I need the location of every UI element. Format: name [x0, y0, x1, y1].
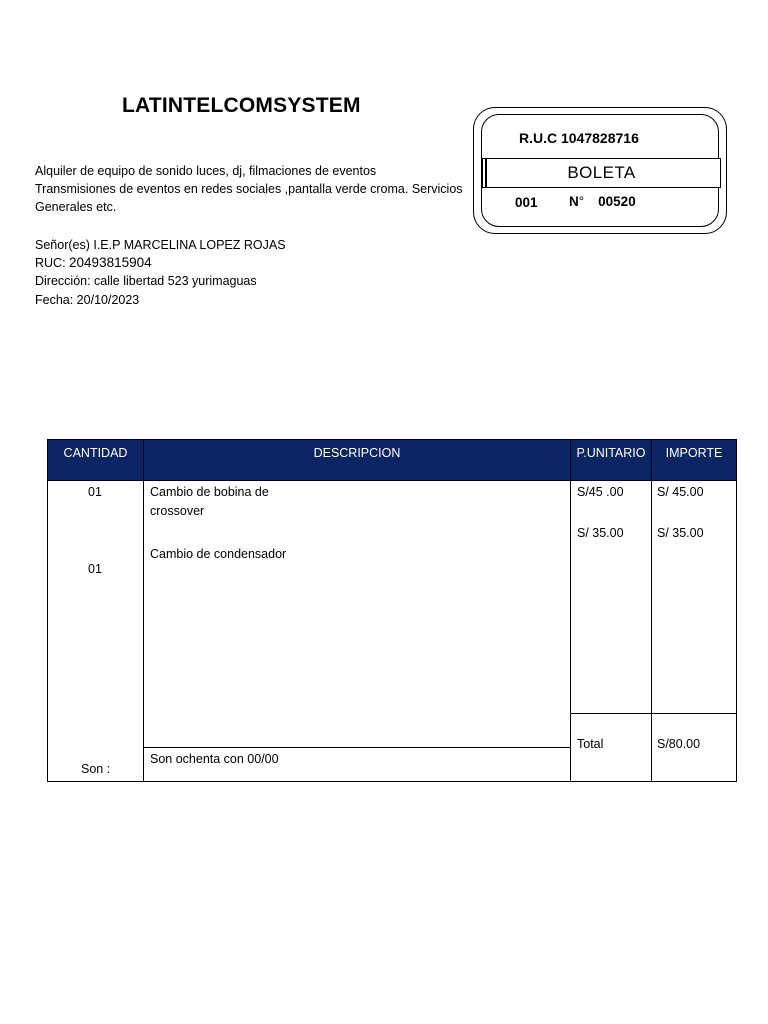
row2-importe: S/ 35.00	[657, 526, 704, 540]
document-type: BOLETA	[482, 158, 721, 188]
number-letter: N	[569, 194, 579, 209]
services-line: Alquiler de equipo de sonido luces, dj, filmaciones de eventos	[35, 164, 377, 178]
company-name: LATINTELCOMSYSTEM	[122, 94, 361, 117]
row1-descripcion-line: crossover	[150, 503, 205, 518]
total-divider	[570, 713, 736, 714]
son-text: Son ochenta con 00/00	[150, 752, 279, 766]
row1-descripcion-line: Cambio de bobina de	[150, 485, 269, 499]
services-line: Generales etc.	[35, 200, 117, 215]
header-cantidad: CANTIDAD	[63, 446, 128, 460]
header-punitario: P.UNITARIO	[576, 446, 646, 460]
row1-importe: S/ 45.00	[657, 485, 704, 499]
row1-descripcion	[150, 483, 269, 520]
row1-cantidad: 01	[88, 485, 102, 499]
row2-descripcion: Cambio de condensador	[150, 547, 287, 561]
document-number	[569, 194, 636, 209]
column-divider	[143, 440, 144, 781]
row2-punitario: S/ 35.00	[577, 526, 624, 540]
client-ruc-value: 20493815904	[69, 255, 152, 271]
services-line: Transmisiones de eventos en redes sociales ,pantalla verde croma. Servicios	[35, 182, 463, 197]
header-importe: IMPORTE	[665, 446, 723, 460]
column-divider	[651, 440, 652, 781]
row1-punitario: S/45 .00	[577, 485, 624, 499]
client-name: Señor(es) I.E.P MARCELINA LOPEZ ROJAS	[35, 238, 286, 252]
total-label: Total	[577, 737, 604, 751]
client-address: Dirección: calle libertad 523 yurimaguas	[35, 274, 257, 289]
number-value: 00520	[598, 194, 636, 209]
items-table	[47, 439, 737, 782]
total-value: S/80.00	[657, 737, 701, 751]
header-divider	[48, 480, 736, 481]
header-descripcion: DESCRIPCION	[313, 446, 401, 460]
son-divider	[143, 747, 571, 748]
column-divider	[570, 440, 571, 781]
issuer-ruc: R.U.C 1047828716	[519, 130, 639, 146]
number-symbol: °	[578, 194, 585, 209]
client-ruc-label: RUC:	[35, 256, 70, 271]
document-serie: 001	[515, 195, 538, 210]
client-ruc	[35, 254, 286, 272]
son-label: Son :	[81, 762, 111, 776]
number-label	[569, 194, 584, 209]
invoice-date: Fecha: 20/10/2023	[35, 292, 140, 307]
table-header	[48, 440, 736, 481]
row2-cantidad: 01	[88, 562, 102, 576]
client-info	[35, 236, 286, 309]
services-description	[35, 162, 475, 217]
